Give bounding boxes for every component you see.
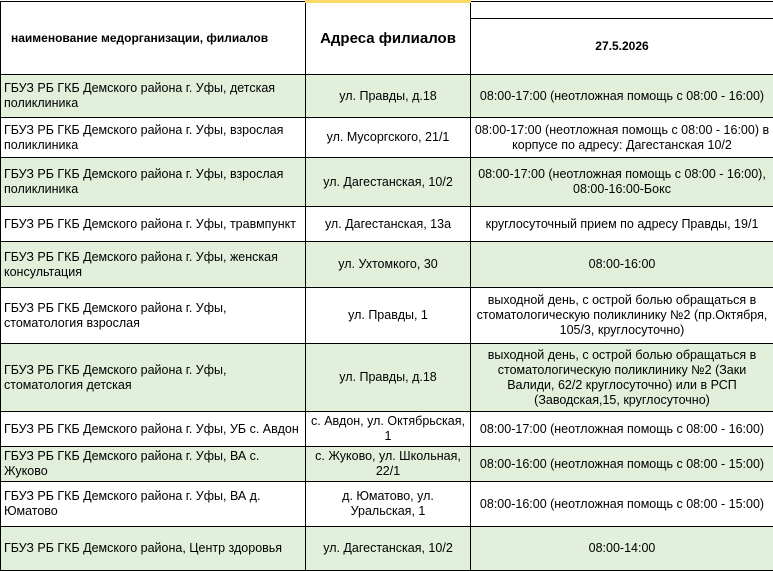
table-row xyxy=(1,242,773,288)
row-address: ул. Дагестанская, 13а xyxy=(306,207,471,242)
row-hours: круглосуточный прием по адресу Правды, 19/1 xyxy=(471,207,773,242)
row-name: ГБУЗ РБ ГКБ Демского района г. Уфы, детская поликлиника xyxy=(1,75,306,118)
row-address: ул. Правды, 1 xyxy=(306,288,471,344)
header-date-cell xyxy=(471,2,773,75)
table-row xyxy=(1,118,773,158)
row-address: с. Авдон, ул. Октябрьская, 1 xyxy=(306,412,471,447)
row-hours: 08:00-16:00 xyxy=(471,242,773,288)
row-name: ГБУЗ РБ ГКБ Демского района г. Уфы, стоматология детская xyxy=(1,344,306,412)
header-name: наименование медорганизации, филиалов xyxy=(1,2,306,75)
row-address: с. Жуково, ул. Школьная, 22/1 xyxy=(306,447,471,482)
row-name: ГБУЗ РБ ГКБ Демского района г. Уфы, травмпункт xyxy=(1,207,306,242)
row-hours: 08:00-14:00 xyxy=(471,527,773,571)
row-name: ГБУЗ РБ ГКБ Демского района г. Уфы, ВА д. Юматово xyxy=(1,482,306,527)
row-hours: выходной день, с острой болью обращаться в стоматологическую поликлинику №2 (Заки Валиди, 62/2 круглосуточно) или в РСП (Заводская,15, круглосуточно) xyxy=(471,344,773,412)
row-name: ГБУЗ РБ ГКБ Демского района г. Уфы, УБ с. Авдон xyxy=(1,412,306,447)
table-row xyxy=(1,75,773,118)
row-address: д. Юматово, ул. Уральская, 1 xyxy=(306,482,471,527)
row-name: ГБУЗ РБ ГКБ Демского района г. Уфы, взрослая поликлиника xyxy=(1,118,306,158)
table-row xyxy=(1,288,773,344)
row-hours: 08:00-17:00 (неотложная помощь с 08:00 - 16:00) xyxy=(471,75,773,118)
header-address: Адреса филиалов xyxy=(306,2,471,75)
row-address: ул. Дагестанская, 10/2 xyxy=(306,527,471,571)
header-date: 27.5.2026 xyxy=(595,38,649,53)
row-name: ГБУЗ РБ ГКБ Демского района г. Уфы, стоматология взрослая xyxy=(1,288,306,344)
row-address: ул. Мусоргского, 21/1 xyxy=(306,118,471,158)
row-address: ул. Дагестанская, 10/2 xyxy=(306,158,471,207)
table-row xyxy=(1,344,773,412)
row-hours: 08:00-16:00 (неотложная помощь с 08:00 - 15:00) xyxy=(471,447,773,482)
row-name: ГБУЗ РБ ГКБ Демского района, Центр здоровья xyxy=(1,527,306,571)
row-name: ГБУЗ РБ ГКБ Демского района г. Уфы, взрослая поликлиника xyxy=(1,158,306,207)
table-row xyxy=(1,447,773,482)
table-row xyxy=(1,482,773,527)
row-hours: 08:00-17:00 (неотложная помощь с 08:00 - 16:00) xyxy=(471,412,773,447)
table-row xyxy=(1,158,773,207)
row-hours: 08:00-17:00 (неотложная помощь с 08:00 - 16:00), 08:00-16:00-Бокс xyxy=(471,158,773,207)
row-address: ул. Ухтомкого, 30 xyxy=(306,242,471,288)
row-name: ГБУЗ РБ ГКБ Демского района г. Уфы, женская консультация xyxy=(1,242,306,288)
row-address: ул. Правды, д.18 xyxy=(306,344,471,412)
table-row xyxy=(1,412,773,447)
table-row xyxy=(1,207,773,242)
row-address: ул. Правды, д.18 xyxy=(306,75,471,118)
row-hours: 08:00-16:00 (неотложная помощь с 08:00 - 15:00) xyxy=(471,482,773,527)
row-hours: выходной день, с острой болью обращаться в стоматологическую поликлинику №2 (пр.Октября, 105/3, круглосуточно) xyxy=(471,288,773,344)
row-name: ГБУЗ РБ ГКБ Демского района г. Уфы, ВА с. Жуково xyxy=(1,447,306,482)
row-hours: 08:00-17:00 (неотложная помощь с 08:00 - 16:00) в корпусе по адресу: Дагестанская 10/2 xyxy=(471,118,773,158)
header-row xyxy=(1,2,773,75)
table-row xyxy=(1,527,773,571)
header-date-strip xyxy=(471,2,773,19)
